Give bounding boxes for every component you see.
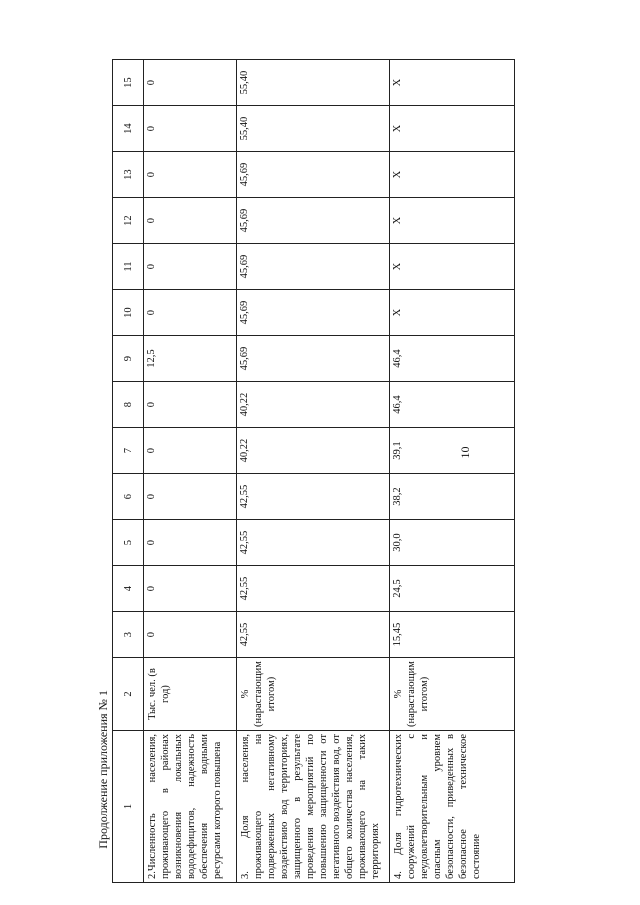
value-cell: X	[390, 60, 515, 106]
value-cell: 42,55	[237, 566, 390, 612]
column-header: 15	[113, 60, 144, 106]
value-cell: 0	[144, 244, 237, 290]
column-header: 14	[113, 106, 144, 152]
value-cell: 38,2	[390, 474, 515, 520]
value-cell: 30,0	[390, 520, 515, 566]
value-cell: 0	[144, 474, 237, 520]
value-cell: 12,5	[144, 336, 237, 382]
column-header: 3	[113, 612, 144, 658]
indicator-name: 2.Численность населения, проживающего в районах возникновения локальных вододефицитов, надежность обеспечения водными ресурсами которого повышена	[144, 731, 237, 883]
indicator-unit: Тыс. чел. (в год)	[144, 658, 237, 731]
value-cell: 0	[144, 382, 237, 428]
value-cell: 42,55	[237, 520, 390, 566]
value-cell: X	[390, 198, 515, 244]
value-cell: 0	[144, 428, 237, 474]
column-header: 11	[113, 244, 144, 290]
appendix-continuation-note: Продолжение приложения № 1	[96, 690, 110, 849]
column-header: 2	[113, 658, 144, 731]
table-header-row	[113, 60, 144, 883]
value-cell: 55,40	[237, 106, 390, 152]
value-cell: 0	[144, 60, 237, 106]
value-cell: 39,1	[390, 428, 515, 474]
value-cell: 40,22	[237, 382, 390, 428]
value-cell: 15,45	[390, 612, 515, 658]
value-cell: 42,55	[237, 474, 390, 520]
indicator-unit: % (нарастающим итогом)	[237, 658, 390, 731]
value-cell: 0	[144, 612, 237, 658]
value-cell: 40,22	[237, 428, 390, 474]
indicator-table	[112, 59, 515, 883]
value-cell: 0	[144, 290, 237, 336]
value-cell: 0	[144, 520, 237, 566]
value-cell: 0	[144, 566, 237, 612]
value-cell: 45,69	[237, 152, 390, 198]
value-cell: X	[390, 106, 515, 152]
page-number: 10	[458, 446, 472, 459]
value-cell: 45,69	[237, 336, 390, 382]
table-row	[390, 60, 515, 883]
value-cell: X	[390, 152, 515, 198]
value-cell: 45,69	[237, 290, 390, 336]
value-cell: 42,55	[237, 612, 390, 658]
value-cell: 45,69	[237, 198, 390, 244]
indicator-name: 4. Доля гидротехнических сооружений с неудовлетворительным и опасным уровнем безопасности, приведенных в безопасное техническое состояние	[390, 731, 515, 883]
column-header: 8	[113, 382, 144, 428]
value-cell: 55,40	[237, 60, 390, 106]
column-header: 1	[113, 731, 144, 883]
table-row	[237, 60, 390, 883]
value-cell: 46,4	[390, 382, 515, 428]
value-cell: 0	[144, 198, 237, 244]
column-header: 6	[113, 474, 144, 520]
column-header: 10	[113, 290, 144, 336]
column-header: 12	[113, 198, 144, 244]
column-header: 5	[113, 520, 144, 566]
value-cell: X	[390, 244, 515, 290]
column-header: 4	[113, 566, 144, 612]
column-header: 7	[113, 428, 144, 474]
indicator-name: 3. Доля населения, проживающего на подверженных негативному воздействию вод территориях, защищенного в результате проведения мероприятий по повышению защищенности от негативного воздействия вод, от общего количества населения, проживающего на таких территориях	[237, 731, 390, 883]
value-cell: 24,5	[390, 566, 515, 612]
column-header: 13	[113, 152, 144, 198]
value-cell: 0	[144, 106, 237, 152]
value-cell: 46,4	[390, 336, 515, 382]
indicator-unit: % (нарастающим итогом)	[390, 658, 515, 731]
value-cell: X	[390, 290, 515, 336]
value-cell: 0	[144, 152, 237, 198]
table-row	[144, 60, 237, 883]
column-header: 9	[113, 336, 144, 382]
value-cell: 45,69	[237, 244, 390, 290]
